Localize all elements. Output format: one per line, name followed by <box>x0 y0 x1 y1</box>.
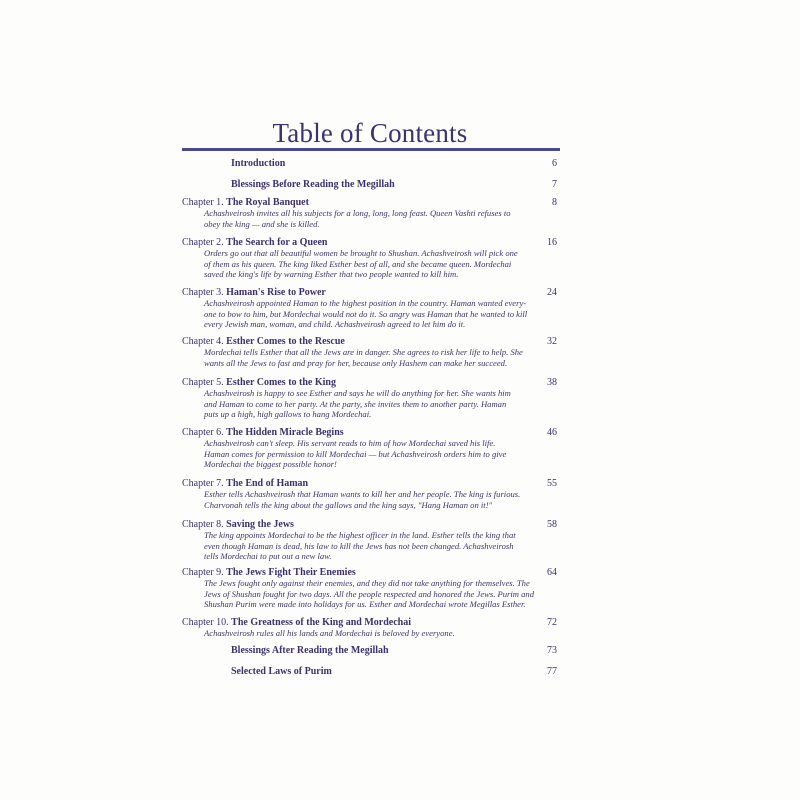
entry-label <box>182 237 327 248</box>
chapter-number: Chapter 10. <box>182 617 229 628</box>
page-number: 16 <box>547 237 557 248</box>
chapter-summary <box>204 388 520 420</box>
page-number: 24 <box>547 287 557 298</box>
page-number: 8 <box>552 197 557 208</box>
summary-line: Haman comes for permission to kill Mordechai — but Achashveirosh orders him to give <box>204 448 507 459</box>
page-number: 64 <box>547 567 557 578</box>
entry-label <box>182 197 309 208</box>
summary-line: Achashveirosh can't sleep. His servant reads to him of how Mordechai saved his life. <box>204 438 496 448</box>
entry-label <box>182 336 345 347</box>
entry-title: Introduction <box>231 158 286 169</box>
page-number: 72 <box>547 617 557 628</box>
entry-title: Esther Comes to the Rescue <box>226 336 345 347</box>
page-number: 6 <box>552 158 557 169</box>
chapter-summary <box>204 578 535 610</box>
entry-title: The Greatness of the King and Mordechai <box>231 617 411 628</box>
entry-label <box>182 519 294 530</box>
entry-label <box>231 666 332 677</box>
chapter-number: Chapter 5. <box>182 377 224 388</box>
entry-label <box>231 179 395 190</box>
summary-line: Charvonah tells the king about the gallows and the king says, "Hang Haman on it!" <box>204 499 493 510</box>
entry-title: Haman's Rise to Power <box>226 287 326 298</box>
chapter-number: Chapter 9. <box>182 567 224 578</box>
summary-line: wants all the Jews to fast and pray for her, because only Hashem can make her succeed. <box>204 357 508 368</box>
page-number: 32 <box>547 336 557 347</box>
chapter-summary <box>204 347 523 368</box>
entry-label <box>182 567 356 578</box>
entry-title: The Royal Banquet <box>226 197 309 208</box>
summary-line: Achashveirosh invites all his subjects for a long, long, long feast. Queen Vashti refuses to <box>204 208 511 218</box>
entry-title: Selected Laws of Purim <box>231 666 332 677</box>
summary-line: The king appoints Mordechai to be the highest officer in the land. Esther tells the king that <box>204 530 516 540</box>
summary-line: Achashveirosh is happy to see Esther and says he will do anything for her. She wants him <box>204 388 511 398</box>
entry-title: The Hidden Miracle Begins <box>226 427 344 438</box>
page-number: 73 <box>547 645 557 656</box>
chapter-number: Chapter 8. <box>182 519 224 530</box>
entry-label <box>182 287 326 298</box>
summary-line: Achashveirosh rules all his lands and Mordechai is beloved by everyone. <box>204 628 455 638</box>
page-number: 58 <box>547 519 557 530</box>
chapter-summary <box>204 628 520 639</box>
chapter-number: Chapter 7. <box>182 478 224 489</box>
chapter-summary <box>204 208 520 229</box>
chapter-summary <box>204 298 528 330</box>
entry-title: Saving the Jews <box>226 519 294 530</box>
page-number: 7 <box>552 179 557 190</box>
summary-line: Mordechai the biggest possible honor! <box>204 459 337 469</box>
entry-label <box>182 478 308 489</box>
summary-line: puts up a high, high gallows to hang Mordechai. <box>204 409 372 419</box>
summary-line: Shushan Purim were made into holidays for us. Esther and Mordechai wrote Megillas Esther. <box>204 599 526 609</box>
page-number: 46 <box>547 427 557 438</box>
chapter-summary <box>204 489 520 510</box>
entry-label <box>182 427 344 438</box>
summary-line: Esther tells Achashveirosh that Haman wants to kill her and her people. The king is furious. <box>204 489 521 499</box>
chapter-number: Chapter 1. <box>182 197 224 208</box>
summary-line: Mordechai tells Esther that all the Jews are in danger. She agrees to risk her life to help. She <box>204 347 523 357</box>
entry-label <box>231 158 285 169</box>
summary-line: Achashveirosh appointed Haman to the highest position in the country. Haman wanted every- <box>204 298 527 308</box>
page-number: 77 <box>547 666 557 677</box>
entry-title: Blessings After Reading the Megillah <box>231 645 389 656</box>
summary-line: tells Mordechai to put out a new law. <box>204 551 332 561</box>
chapter-summary <box>204 530 520 562</box>
summary-line: and Haman to come to her party. At the party, she invites them to another party. Haman <box>204 398 507 409</box>
summary-line: one to bow to him, but Mordechai would not do it. So angry was Haman that he wanted to kill <box>204 308 528 319</box>
chapter-number: Chapter 4. <box>182 336 224 347</box>
summary-line: even though Haman is dead, his law to kill the Jews has not been changed. Achashveirosh <box>204 540 514 551</box>
page-title: Table of Contents <box>272 118 468 148</box>
page-number: 38 <box>547 377 557 388</box>
summary-line: obey the king — and she is killed. <box>204 218 320 229</box>
entry-label <box>231 645 389 656</box>
summary-line: Orders go out that all beautiful women be brought to Shushan. Achashveirosh will pick one <box>204 248 518 258</box>
chapter-number: Chapter 6. <box>182 427 224 438</box>
chapter-number: Chapter 2. <box>182 237 224 248</box>
summary-line: of them as his queen. The king liked Esther best of all, and she became queen. Mordechai <box>204 258 512 269</box>
summary-line: every Jewish man, woman, and child. Achashveirosh agreed to let him do it. <box>204 319 466 329</box>
entry-title: The Jews Fight Their Enemies <box>226 567 356 578</box>
summary-line: The Jews fought only against their enemies, and they did not take anything for themselves. The <box>204 578 530 588</box>
chapter-number: Chapter 3. <box>182 287 224 298</box>
entry-title: Blessings Before Reading the Megillah <box>231 179 395 190</box>
summary-line: Jews of Shushan fought for two days. All the people respected and honored the Jews. Purim and <box>204 588 535 599</box>
entry-label <box>182 617 411 628</box>
summary-line: saved the king's life by warning Esther that two people wanted to kill him. <box>204 269 459 279</box>
entry-label <box>182 377 336 388</box>
chapter-summary <box>204 248 520 280</box>
page-number: 55 <box>547 478 557 489</box>
chapter-summary <box>204 438 520 470</box>
entry-title: The End of Haman <box>226 478 309 489</box>
entry-title: Esther Comes to the King <box>226 377 336 388</box>
entry-title: The Search for a Queen <box>226 237 328 248</box>
